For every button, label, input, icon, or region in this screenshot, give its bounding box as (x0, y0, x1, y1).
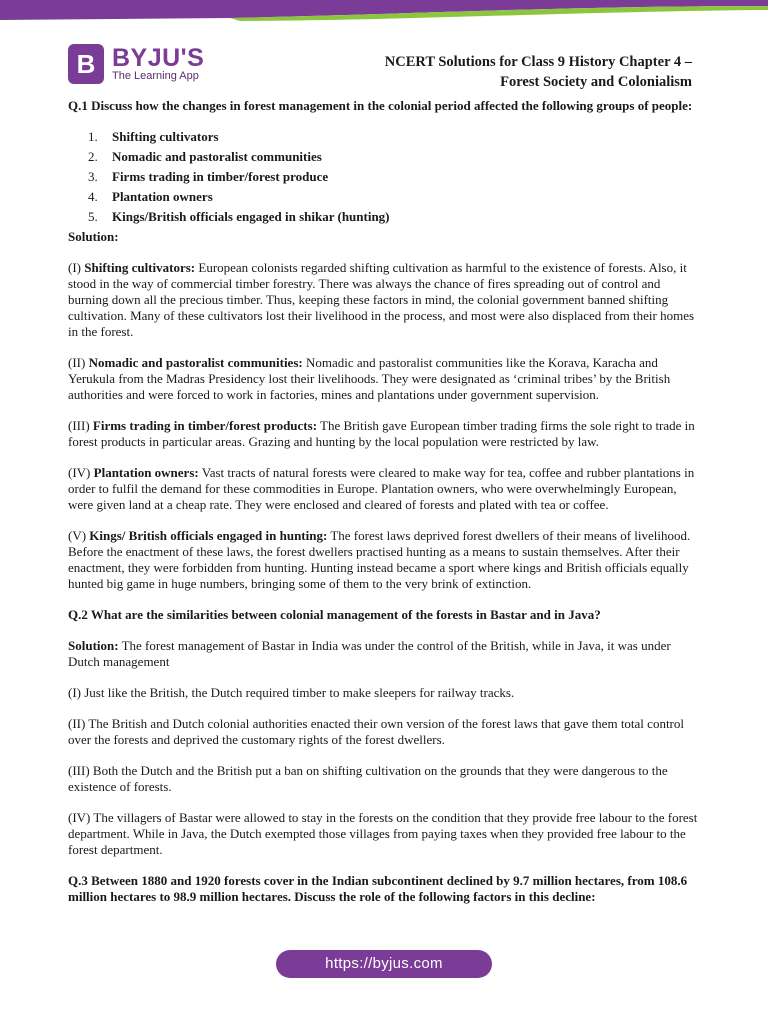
answer-paragraph: (III) Both the Dutch and the British put a ban on shifting cultivation on the grounds that they were dangerous to the existence of forests. (68, 763, 668, 794)
logo-name: BYJU'S (112, 43, 205, 72)
logo-mark-icon: B (68, 44, 104, 84)
answer-paragraph: (I) Shifting cultivators: European colonists regarded shifting cultivation as harmful to the existence of forests. Also, it stood in the way of commercial timber forestry. There was always the chance of fires spreading out of control and burning down all the precious timber. Thus, keeping these factors in mind, the colonial government banned shifting cultivation. Many of these cultivators lost their livelihood in the process, and most were also displaced from their homes in the forest. (68, 260, 695, 339)
question-3: Q.3 Between 1880 and 1920 forests cover in the Indian subcontinent declined by 9.7 million hectares, from 108.6 million hectares to 98.9 million hectares. Discuss the role of the following factors in this decline: (68, 873, 688, 904)
list-item: 1. Shifting cultivators (88, 129, 219, 144)
question-1-groups-list (88, 129, 700, 225)
question-2-solution: Solution: The forest management of Bastar in India was under the control of the British, while in Java, it was under Dutch management (68, 638, 671, 669)
question-1: Q.1 Discuss how the changes in forest management in the colonial period affected the following groups of people: (68, 98, 693, 113)
byjus-logo (68, 44, 204, 84)
list-item: 4. Plantation owners (88, 189, 213, 204)
footer-url-link[interactable]: https://byjus.com (276, 950, 492, 978)
question-2: Q.2 What are the similarities between colonial management of the forests in Bastar and in Java? (68, 607, 601, 622)
page-title-line-1: NCERT Solutions for Class 9 History Chapter 4 – (384, 54, 692, 70)
list-item: 3. Firms trading in timber/forest produce (88, 169, 329, 184)
answer-paragraph: (IV) Plantation owners: Vast tracts of natural forests were cleared to make way for tea, coffee and rubber plantations in order to fulfil the demand for these commodities in Europe. Plantation owners, who were overwhelmingly European, were given land at a cheap rate. They were enclosed and cleared of forests and plated with tea or coffee. (68, 465, 695, 512)
list-item: 5. Kings/British officials engaged in shikar (hunting) (88, 209, 390, 224)
page-title-line-2: Forest Society and Colonialism (500, 74, 692, 90)
logo-tagline: The Learning App (112, 69, 199, 82)
answer-paragraph: (II) Nomadic and pastoralist communities: Nomadic and pastoralist communities like the Korava, Karacha and Yerukula from the Madras Presidency lost their livelihoods. They were designated as ‘criminal tribes’ by the British authorities and were forced to work in factories, mines and plantations under government supervision. (68, 355, 671, 402)
list-item: 2. Nomadic and pastoralist communities (88, 149, 322, 164)
answer-paragraph: (IV) The villagers of Bastar were allowed to stay in the forests on the condition that they provide free labour to the forest department. While in Java, the Dutch exempted those villages from paying taxes when they provided free labour to the forest department. (68, 810, 698, 857)
answer-paragraph: (III) Firms trading in timber/forest products: The British gave European timber trading firms the sole right to trade in forest products in particular areas. Grazing and hunting by the local population were restricted by law. (68, 418, 695, 449)
answer-paragraph: (V) Kings/ British officials engaged in hunting: The forest laws deprived forest dwellers of their means of livelihood. Before the enactment of these laws, the forest dwellers practised hunting as a means to sustain themselves. After their enactment, they were forbidden from hunting. Hunting instead became a sport where kings and British officials equally hunted big game in huge numbers, bringing some of them to the very brink of extinction. (68, 528, 691, 591)
page-title (332, 52, 692, 92)
answer-paragraph: (I) Just like the British, the Dutch required timber to make sleepers for railway tracks. (68, 685, 515, 700)
document-body (68, 98, 700, 920)
question-1-solution-label: Solution: (68, 229, 119, 244)
top-decorative-band (0, 0, 768, 22)
answer-paragraph: (II) The British and Dutch colonial authorities enacted their own version of the forest laws that gave them total control over the forests and deprived the customary rights of the forest dwellers. (68, 716, 684, 747)
